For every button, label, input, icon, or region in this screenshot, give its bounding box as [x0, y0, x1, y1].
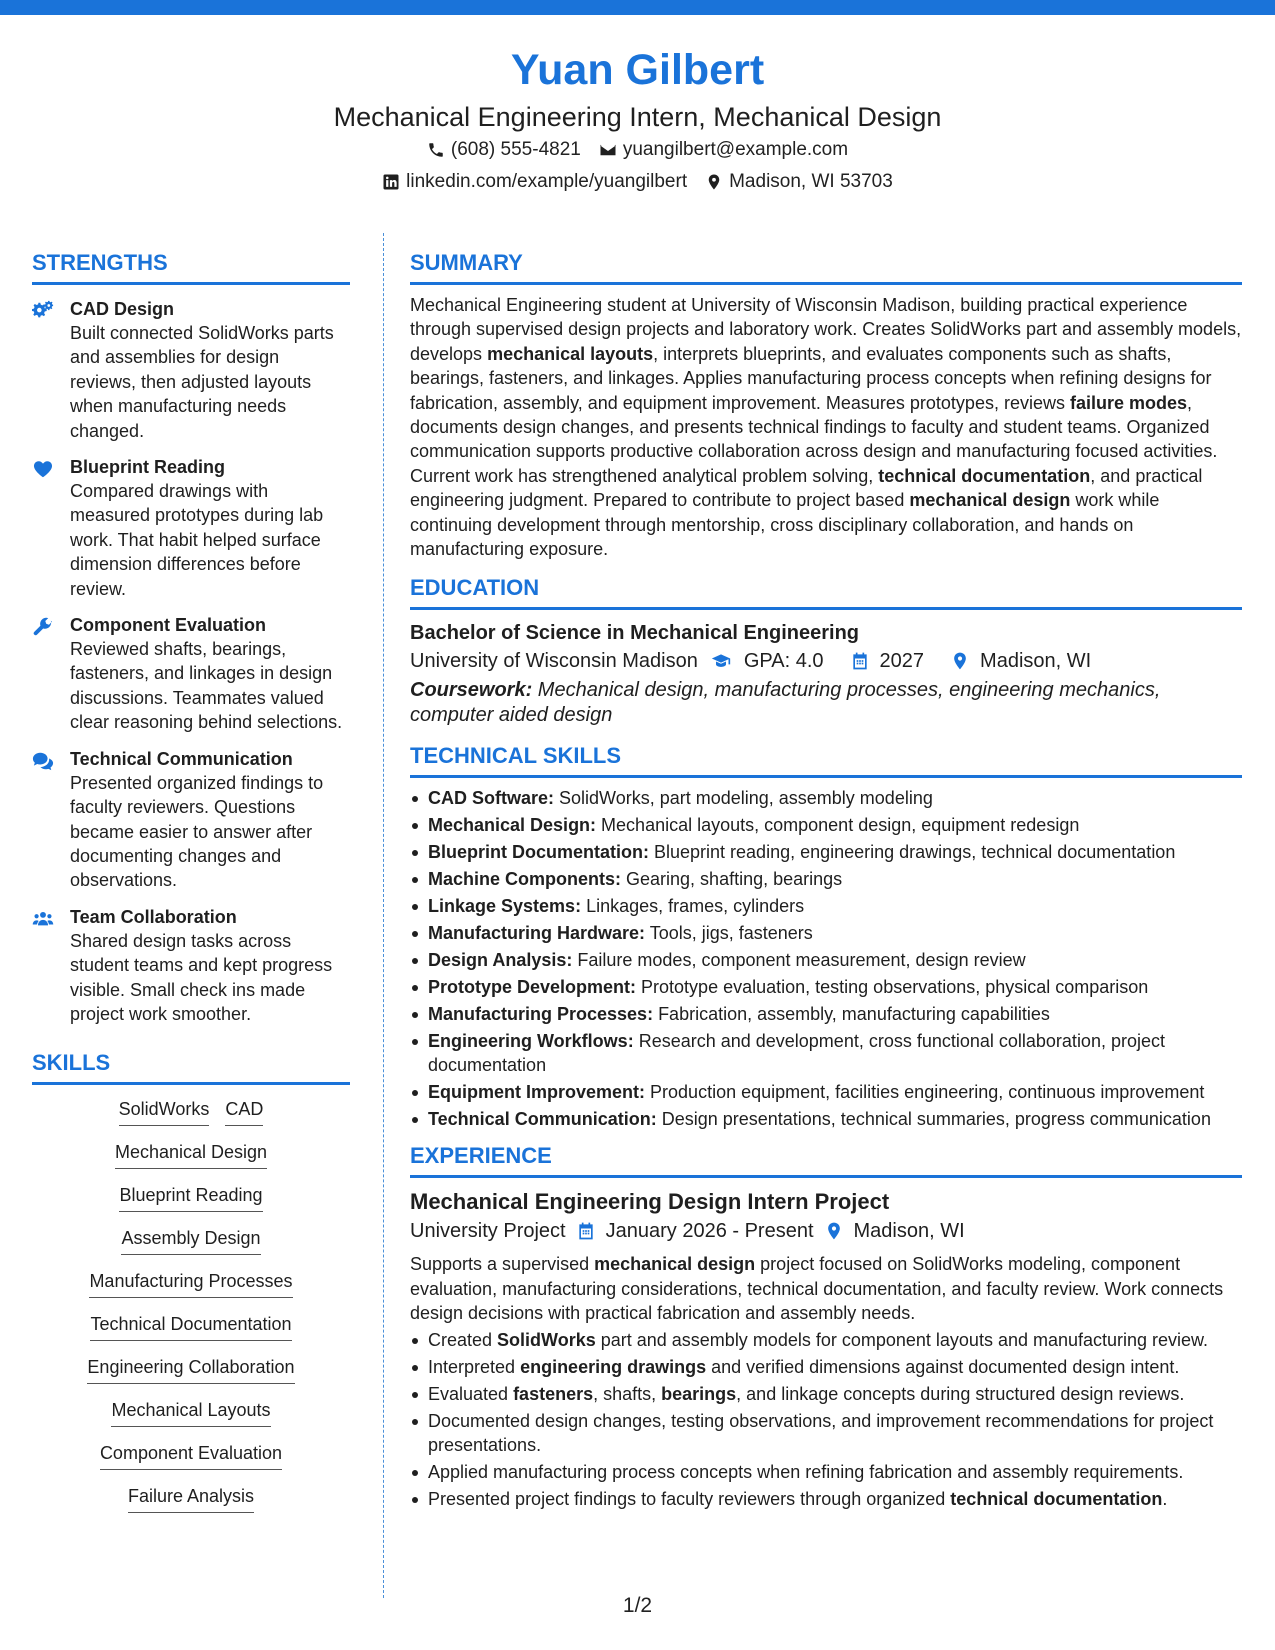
- strength-text: Built connected SolidWorks parts and assemblies for design reviews, then adjusted layouts when manufacturing needs changed.: [70, 323, 334, 441]
- summary-heading: SUMMARY: [410, 248, 1242, 285]
- linkedin-text: linkedin.com/example/yuangilbert: [406, 171, 688, 192]
- education-location: Madison, WI: [980, 650, 1092, 673]
- strength-title: Blueprint Reading: [70, 457, 226, 478]
- email-contact[interactable]: [599, 134, 848, 166]
- bold-phrase: engineering drawings: [520, 1356, 707, 1377]
- right-column: [410, 248, 1242, 1514]
- experience-bullet: [410, 1328, 1242, 1352]
- text-segment: , and practical engineering judgment. Prepared to contribute to project based: [410, 465, 1203, 511]
- technical-skills-heading: TECHNICAL SKILLS: [410, 741, 1242, 778]
- technical-skill-item: [410, 975, 1242, 999]
- education-details: [410, 646, 1242, 676]
- calendar-icon: [850, 651, 870, 671]
- text-segment: Evaluated: [428, 1383, 514, 1404]
- strength-body: [70, 613, 350, 735]
- technical-skills-list: [410, 786, 1242, 1131]
- coursework-line: [410, 678, 1242, 727]
- skill-detail: Gearing, shafting, bearings: [621, 869, 843, 890]
- experience-bullet: [410, 1460, 1242, 1484]
- text-segment: Applied manufacturing process concepts when refining fabrication and assembly requirements.: [428, 1461, 1184, 1482]
- skill-label: Manufacturing Processes:: [428, 1004, 654, 1025]
- phone-contact: [427, 134, 581, 166]
- envelope-icon: [599, 141, 617, 159]
- text-segment: .: [1162, 1488, 1168, 1509]
- strength-body: [70, 297, 350, 443]
- strength-item: [32, 297, 350, 443]
- bold-phrase: failure modes: [1069, 392, 1188, 413]
- skill-label: Engineering Workflows:: [428, 1031, 634, 1052]
- strength-title: Technical Communication: [70, 748, 293, 769]
- strength-text: Shared design tasks across student teams and kept progress visible. Small check ins made project work smoother.: [70, 930, 333, 1024]
- email-text: yuangilbert@example.com: [622, 139, 849, 160]
- left-column: [32, 248, 350, 1527]
- skill-tag: SolidWorks: [119, 1097, 210, 1126]
- strength-text: Presented organized findings to faculty reviewers. Questions became easier to answer after documenting changes and observations.: [70, 772, 324, 891]
- job-title: Mechanical Engineering Design Intern Project: [410, 1189, 890, 1215]
- skill-tag: CAD: [225, 1097, 263, 1126]
- bold-phrase: fasteners: [513, 1383, 594, 1404]
- contact-line-2: [0, 166, 1275, 198]
- skill-detail: Failure modes, component measurement, design review: [572, 950, 1026, 971]
- job-details: [410, 1216, 1242, 1246]
- experience-bullet: [410, 1355, 1242, 1379]
- job-dates: January 2026 - Present: [605, 1220, 814, 1243]
- gpa-text: GPA: 4.0: [743, 650, 824, 673]
- top-accent-bar: [0, 0, 1275, 15]
- bold-phrase: SolidWorks: [497, 1329, 596, 1350]
- skill-label: Linkage Systems:: [428, 896, 582, 917]
- phone-icon: [427, 141, 445, 159]
- strength-item: [32, 905, 350, 1027]
- skill-label: Technical Communication:: [428, 1109, 657, 1130]
- skill-label: Design Analysis:: [428, 950, 573, 971]
- strengths-list: [32, 297, 350, 1026]
- strengths-heading: STRENGTHS: [32, 248, 350, 285]
- experience-intro: [410, 1252, 1242, 1325]
- skill-label: Prototype Development:: [428, 977, 637, 998]
- bold-phrase: mechanical design: [909, 490, 1071, 511]
- skill-row: [100, 1441, 282, 1470]
- skill-row: [115, 1140, 267, 1169]
- map-pin-icon: [824, 1221, 844, 1241]
- text-segment: , interprets blueprints, and evaluates components such as shafts, bearings, fasteners, and linkages. Applies manufacturing process concepts when refining designs for fabrication, assembly, and equipment improvement. Measures prototypes, reviews: [410, 343, 1212, 413]
- skill-label: Equipment Improvement:: [428, 1082, 646, 1103]
- wrench-icon: [32, 613, 70, 735]
- strength-item: [32, 747, 350, 893]
- technical-skill-item: [410, 1002, 1242, 1026]
- contact-line-1: [0, 134, 1275, 166]
- text-segment: project focused on SolidWorks modeling, component evaluation, manufacturing considerations, technical documentation, and faculty review. Work connects design decisions with practical fabrication and assembly needs.: [410, 1254, 1224, 1324]
- candidate-name: Yuan Gilbert: [510, 46, 765, 94]
- technical-skill-item: [410, 894, 1242, 918]
- strength-item: [32, 455, 350, 601]
- skill-detail: Blueprint reading, engineering drawings, technical documentation: [649, 842, 1176, 863]
- text-segment: Presented project findings to faculty reviewers through organized: [428, 1488, 951, 1509]
- comments-icon: [32, 747, 70, 893]
- map-pin-icon: [705, 173, 723, 191]
- skill-tag: Technical Documentation: [90, 1312, 291, 1341]
- bold-phrase: bearings: [661, 1383, 737, 1404]
- school-name: University of Wisconsin Madison: [410, 650, 698, 673]
- skill-detail: Design presentations, technical summaries, progress communication: [656, 1109, 1211, 1130]
- degree-title: Bachelor of Science in Mechanical Engineering: [410, 622, 860, 645]
- page-number: 1/2: [622, 1594, 653, 1617]
- linkedin-icon: [382, 173, 400, 191]
- bold-phrase: technical documentation: [950, 1488, 1163, 1509]
- strength-item: [32, 613, 350, 735]
- bold-phrase: mechanical design: [594, 1254, 756, 1275]
- technical-skill-item: [410, 840, 1242, 864]
- job-location: Madison, WI: [853, 1220, 965, 1243]
- skill-detail: Research and development, cross functional collaboration, project documentation: [428, 1031, 1165, 1076]
- linkedin-contact[interactable]: [382, 166, 687, 198]
- skill-detail: Linkages, frames, cylinders: [581, 896, 805, 917]
- strength-body: [70, 747, 350, 893]
- education-heading: EDUCATION: [410, 573, 1242, 610]
- skill-label: CAD Software:: [428, 788, 555, 809]
- technical-skill-item: [410, 921, 1242, 945]
- strength-title: Component Evaluation: [70, 615, 267, 636]
- coursework-text: Mechanical design, manufacturing processes, engineering mechanics, computer aided design: [410, 679, 1161, 726]
- skill-row: [87, 1355, 294, 1384]
- strength-body: [70, 905, 350, 1027]
- skill-row: [89, 1269, 292, 1298]
- technical-skill-item: [410, 813, 1242, 837]
- strength-title: CAD Design: [70, 299, 175, 319]
- skill-row: [90, 1312, 291, 1341]
- experience-heading: EXPERIENCE: [410, 1141, 1242, 1178]
- skill-row: [119, 1097, 264, 1126]
- calendar-icon: [576, 1221, 596, 1241]
- text-segment: Interpreted: [428, 1356, 521, 1377]
- experience-bullet: [410, 1382, 1242, 1406]
- skill-label: Mechanical Design:: [428, 815, 597, 836]
- text-segment: , shafts,: [593, 1383, 662, 1404]
- skill-tag: Blueprint Reading: [119, 1183, 262, 1212]
- text-segment: Created: [428, 1329, 498, 1350]
- text-segment: Mechanical Engineering student at University of Wisconsin Madison, building practical experience through supervised design projects and laboratory work. Creates SolidWorks part and assembly models, develops: [410, 295, 1242, 364]
- coursework-label: Coursework:: [410, 679, 533, 702]
- bold-phrase: technical documentation: [878, 465, 1091, 486]
- skill-tag: Mechanical Design: [115, 1140, 267, 1169]
- skills-heading: SKILLS: [32, 1048, 350, 1085]
- technical-skill-item: [410, 1029, 1242, 1077]
- strength-body: [70, 455, 350, 601]
- text-segment: , and linkage concepts during structured design reviews.: [736, 1383, 1185, 1404]
- users-icon: [32, 905, 70, 1027]
- candidate-role: Mechanical Engineering Intern, Mechanical Design: [333, 102, 942, 132]
- resume-header: [0, 40, 1275, 198]
- technical-skill-item: [410, 867, 1242, 891]
- technical-skill-item: [410, 1107, 1242, 1131]
- skill-label: Manufacturing Hardware:: [428, 923, 646, 944]
- job-org: University Project: [410, 1220, 566, 1243]
- bold-phrase: mechanical layouts: [487, 343, 654, 364]
- skill-row: [111, 1398, 270, 1427]
- skill-tag: Engineering Collaboration: [87, 1355, 294, 1384]
- skill-tag: Mechanical Layouts: [111, 1398, 270, 1427]
- skill-row: [121, 1226, 260, 1255]
- text-segment: work while continuing development through mentorship, cross disciplinary collaboration, and hands on manufacturing exposure.: [410, 490, 1160, 560]
- skill-tag: Failure Analysis: [128, 1484, 254, 1513]
- text-segment: part and assembly models for component layouts and manufacturing review.: [595, 1329, 1209, 1350]
- skill-label: Machine Components:: [428, 869, 622, 890]
- skill-detail: Prototype evaluation, testing observations, physical comparison: [636, 977, 1149, 998]
- technical-skill-item: [410, 948, 1242, 972]
- map-pin-icon: [950, 651, 970, 671]
- strength-title: Team Collaboration: [70, 906, 237, 927]
- skill-detail: SolidWorks, part modeling, assembly modeling: [554, 788, 933, 809]
- phone-text: (608) 555-4821: [450, 139, 581, 160]
- experience-bullet: [410, 1487, 1242, 1511]
- skill-detail: Mechanical layouts, component design, equipment redesign: [596, 815, 1080, 836]
- strength-text: Compared drawings with measured prototypes during lab work. That habit helped surface dimension differences before review.: [70, 481, 324, 599]
- summary-text: [410, 293, 1242, 561]
- column-divider: [383, 233, 384, 1598]
- skill-label: Blueprint Documentation:: [428, 842, 649, 863]
- skill-row: [119, 1183, 262, 1212]
- graduation-cap-icon: [708, 651, 734, 671]
- skill-tag: Component Evaluation: [100, 1441, 282, 1470]
- skill-tag: Manufacturing Processes: [89, 1269, 292, 1298]
- location-text: Madison, WI 53703: [729, 171, 893, 192]
- experience-bullets: [410, 1328, 1242, 1511]
- skill-detail: Fabrication, assembly, manufacturing capabilities: [653, 1004, 1050, 1025]
- strength-text: Reviewed shafts, bearings, fasteners, and linkages in design discussions. Teammates valued clear reasoning behind selections.: [70, 639, 343, 733]
- text-segment: and verified dimensions against documented design intent.: [706, 1356, 1180, 1377]
- gears-icon: [32, 297, 70, 443]
- technical-skill-item: [410, 786, 1242, 810]
- graduation-year: 2027: [879, 650, 925, 673]
- skill-row: [128, 1484, 254, 1513]
- skills-list: [32, 1097, 350, 1527]
- technical-skill-item: [410, 1080, 1242, 1104]
- text-segment: Supports a supervised: [410, 1254, 595, 1275]
- heart-icon: [32, 455, 70, 601]
- text-segment: Documented design changes, testing observations, and improvement recommendations for project presentations.: [428, 1410, 1214, 1455]
- location-contact: [705, 166, 893, 198]
- skill-tag: Assembly Design: [121, 1226, 260, 1255]
- skill-detail: Tools, jigs, fasteners: [645, 923, 813, 944]
- skill-detail: Production equipment, facilities engineering, continuous improvement: [645, 1082, 1205, 1103]
- text-segment: , documents design changes, and presents technical findings to faculty and student teams. Organized communication supports productive collaboration across design and manufacturing focused activities. Current work has strengthened analytical problem solving,: [410, 392, 1218, 486]
- experience-bullet: [410, 1409, 1242, 1457]
